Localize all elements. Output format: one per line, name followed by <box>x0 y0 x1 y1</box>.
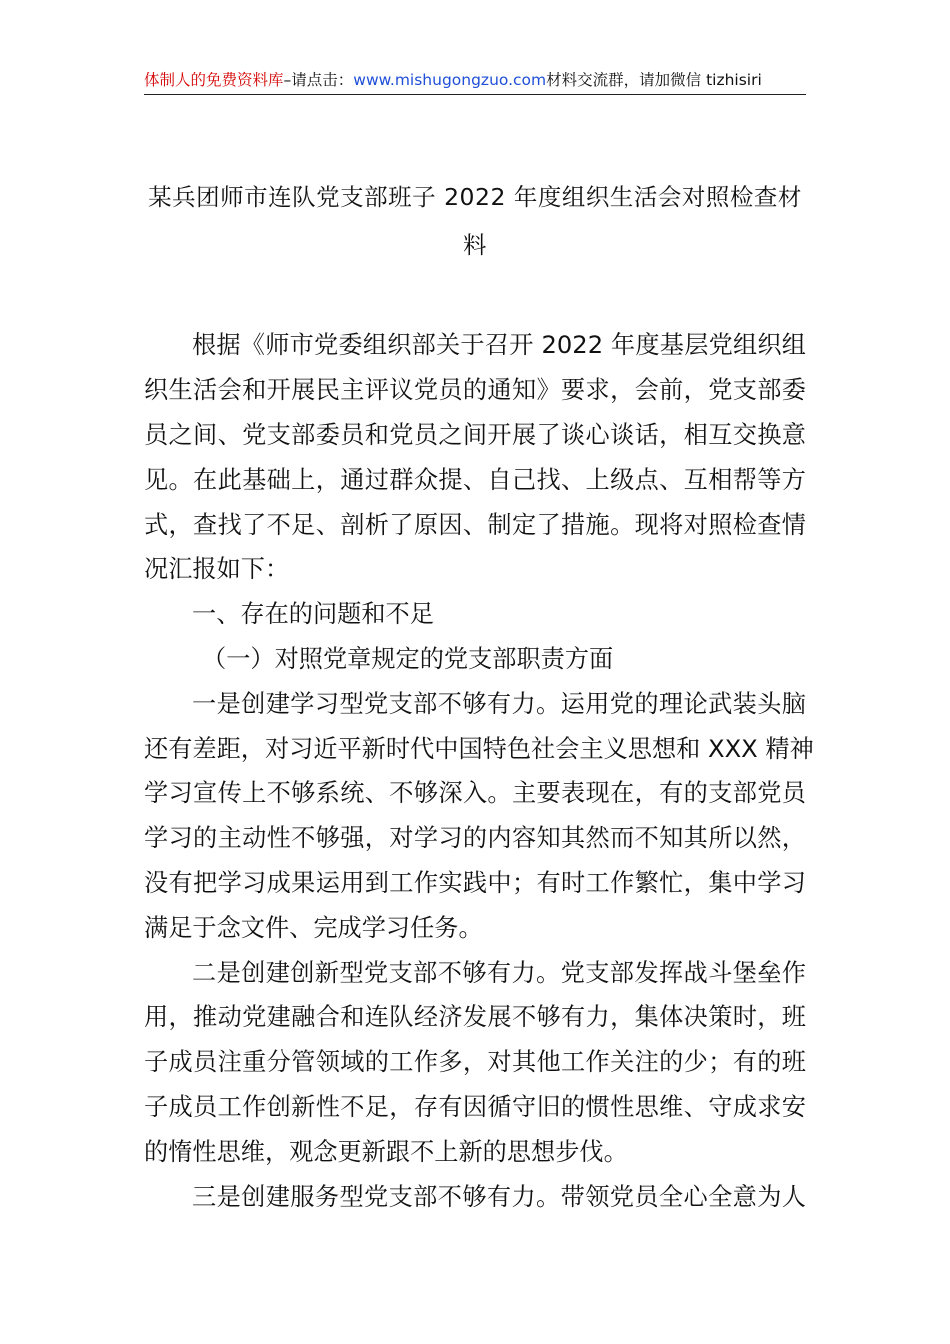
body-line: 学习的主动性不够强，对学习的内容知其然而不知其所以然， <box>144 824 806 852</box>
body-line: 没有把学习成果运用到工作实践中；有时工作繁忙，集中学习 <box>144 869 806 897</box>
body-line: 满足于念文件、完成学习任务。 <box>144 914 483 942</box>
body-line: 员之间、党支部委员和党员之间开展了谈心谈话，相互交换意 <box>144 421 806 449</box>
body-line: 还有差距，对习近平新时代中国特色社会主义思想和 XXX 精神 <box>144 735 814 763</box>
body-line: 根据《师市党委组织部关于召开 2022 年度基层党组织组 <box>192 331 806 359</box>
header-url-link[interactable]: www.mishugongzuo.com <box>353 71 547 89</box>
body-line: 况汇报如下： <box>144 555 290 583</box>
body-line: 织生活会和开展民主评议党员的通知》要求，会前，党支部委 <box>144 376 806 404</box>
header-wechat-note: 材料交流群，请加微信 tizhisiri <box>546 71 762 89</box>
body-line: 用，推动党建融合和连队经济发展不够有力，集体决策时，班 <box>144 1003 806 1031</box>
header-library-name: 体制人的免费资料库 <box>144 71 284 89</box>
body-line: 见。在此基础上，通过群众提、自己找、上级点、互相帮等方 <box>144 466 806 494</box>
body-line: 学习宣传上不够系统、不够深入。主要表现在，有的支部党员 <box>144 779 806 807</box>
page-header <box>144 66 806 95</box>
body-line: 三是创建服务型党支部不够有力。带领党员全心全意为人 <box>192 1183 806 1211</box>
body-line: 的惰性思维，观念更新跟不上新的思想步伐。 <box>144 1138 628 1166</box>
header-prompt: –请点击： <box>283 71 354 89</box>
body-line: 子成员工作创新性不足，存有因循守旧的惯性思维、守成求安 <box>144 1093 806 1121</box>
document-title-line-2: 料 <box>463 231 487 259</box>
body-line: 一是创建学习型党支部不够有力。运用党的理论武装头脑 <box>192 690 806 718</box>
section-heading: 一、存在的问题和不足 <box>192 600 434 628</box>
document-title-line-1: 某兵团师市连队党支部班子 2022 年度组织生活会对照检查材 <box>148 183 802 211</box>
body-line: 二是创建创新型党支部不够有力。党支部发挥战斗堡垒作 <box>192 959 806 987</box>
subsection-heading: （一）对照党章规定的党支部职责方面 <box>202 645 614 673</box>
body-line: 式，查找了不足、剖析了原因、制定了措施。现将对照检查情 <box>144 511 806 539</box>
body-line: 子成员注重分管领域的工作多，对其他工作关注的少；有的班 <box>144 1048 806 1076</box>
